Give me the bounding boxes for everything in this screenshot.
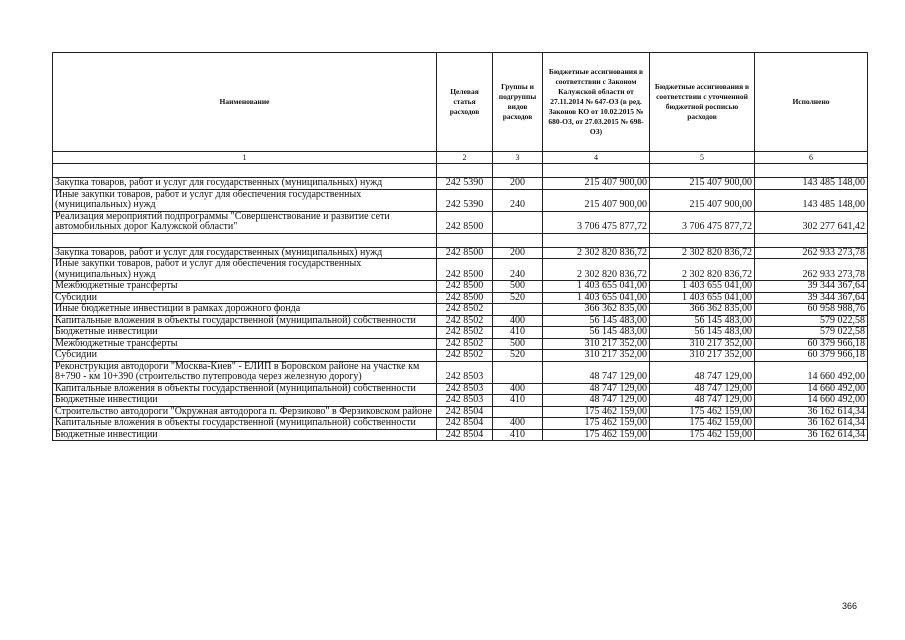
row-executed-amount: 60 379 966,18: [755, 350, 868, 362]
row-group: [493, 211, 543, 233]
row-name: Закупка товаров, работ и услуг для государственных (муниципальных) нужд: [53, 178, 437, 190]
page-number: 366: [842, 601, 858, 611]
row-name: Бюджетные инвестиции: [53, 429, 437, 441]
header-executed: Исполнено: [755, 53, 868, 152]
row-roster-amount: 175 462 159,00: [650, 418, 755, 430]
row-target: 242 8500: [437, 281, 493, 293]
row-roster-amount: 1 403 655 041,00: [650, 281, 755, 293]
row-group: 200: [493, 178, 543, 190]
row-roster-amount: 175 462 159,00: [650, 429, 755, 441]
row-law-amount: 48 747 129,00: [543, 361, 650, 383]
row-target: 242 8500: [437, 259, 493, 281]
row-executed-amount: 39 344 367,64: [755, 292, 868, 304]
row-executed-amount: 302 277 641,42: [755, 211, 868, 233]
row-executed-amount: 39 344 367,64: [755, 281, 868, 293]
row-law-amount: 48 747 129,00: [543, 383, 650, 395]
table-row: [53, 338, 868, 350]
table-row: [53, 383, 868, 395]
row-law-amount: 56 145 483,00: [543, 327, 650, 339]
row-executed-amount: 14 660 492,00: [755, 395, 868, 407]
row-group: 500: [493, 338, 543, 350]
row-law-amount: 1 403 655 041,00: [543, 281, 650, 293]
row-law-amount: 2 302 820 836,72: [543, 259, 650, 281]
header-group: Группы и подгруппы видов расходов: [493, 53, 543, 152]
row-name: Бюджетные инвестиции: [53, 327, 437, 339]
row-roster-amount: 48 747 129,00: [650, 395, 755, 407]
column-number: 4: [543, 152, 650, 164]
row-group: 520: [493, 350, 543, 362]
row-name: Закупка товаров, работ и услуг для государственных (муниципальных) нужд: [53, 247, 437, 259]
table-row: [53, 259, 868, 281]
table-row: [53, 406, 868, 418]
header-law: Бюджетные ассигнования в соответствии с Законом Калужской области от 27.11.2014 № 647-ОЗ (в ред. Законов КО от 10.02.2015 № 680-ОЗ, от 27.03.2015 № 698-ОЗ): [543, 53, 650, 152]
table-row: [53, 327, 868, 339]
table-row: [53, 281, 868, 293]
row-target: 242 8502: [437, 338, 493, 350]
row-name: Бюджетные инвестиции: [53, 395, 437, 407]
spacer-row: [53, 164, 868, 178]
row-target: 242 8502: [437, 350, 493, 362]
row-roster-amount: 215 407 900,00: [650, 189, 755, 211]
row-group: 400: [493, 418, 543, 430]
table-row: [53, 429, 868, 441]
header-roster: Бюджетные ассигнования в соответствии с уточненной бюджетной росписью расходов: [650, 53, 755, 152]
row-name: Капитальные вложения в объекты государственной (муниципальной) собственности: [53, 315, 437, 327]
row-executed-amount: 143 485 148,00: [755, 189, 868, 211]
table-header: [53, 53, 868, 164]
row-group: [493, 406, 543, 418]
row-executed-amount: 262 933 273,78: [755, 247, 868, 259]
table-row: [53, 247, 868, 259]
header-target: Целевая статья расходов: [437, 53, 493, 152]
column-number-row: [53, 152, 868, 164]
row-roster-amount: 56 145 483,00: [650, 327, 755, 339]
row-executed-amount: 579 022,58: [755, 327, 868, 339]
table-row: [53, 189, 868, 211]
budget-table: [52, 52, 868, 441]
row-roster-amount: 175 462 159,00: [650, 406, 755, 418]
row-law-amount: 3 706 475 877,72: [543, 211, 650, 233]
row-law-amount: 56 145 483,00: [543, 315, 650, 327]
table-row: [53, 395, 868, 407]
row-target: 242 8504: [437, 429, 493, 441]
row-roster-amount: 48 747 129,00: [650, 383, 755, 395]
row-law-amount: 2 302 820 836,72: [543, 247, 650, 259]
row-law-amount: 175 462 159,00: [543, 429, 650, 441]
row-executed-amount: 14 660 492,00: [755, 361, 868, 383]
row-name: Субсидии: [53, 292, 437, 304]
table-row: [53, 304, 868, 316]
row-target: 242 8503: [437, 361, 493, 383]
table-body: [53, 164, 868, 441]
row-name: Строительство автодороги "Окружная автодорога п. Ферзиково" в Ферзиковском районе: [53, 406, 437, 418]
row-roster-amount: 310 217 352,00: [650, 338, 755, 350]
row-name: Межбюджетные трансферты: [53, 338, 437, 350]
row-target: 242 8504: [437, 418, 493, 430]
row-roster-amount: 366 362 835,00: [650, 304, 755, 316]
header-row: [53, 53, 868, 152]
row-executed-amount: 60 379 966,18: [755, 338, 868, 350]
row-target: 242 5390: [437, 178, 493, 190]
row-group: 200: [493, 247, 543, 259]
row-target: 242 8503: [437, 395, 493, 407]
row-name: Реализация мероприятий подпрограммы "Совершенствование и развитие сети автомобильных дорог Калужской области": [53, 211, 437, 233]
column-number: 5: [650, 152, 755, 164]
row-executed-amount: 14 660 492,00: [755, 383, 868, 395]
row-target: 242 8503: [437, 383, 493, 395]
header-name: Наименование: [53, 53, 437, 152]
row-target: 242 8502: [437, 327, 493, 339]
row-target: 242 8500: [437, 211, 493, 233]
row-roster-amount: 1 403 655 041,00: [650, 292, 755, 304]
row-target: 242 8500: [437, 292, 493, 304]
row-law-amount: 215 407 900,00: [543, 189, 650, 211]
row-law-amount: 310 217 352,00: [543, 350, 650, 362]
row-name: Иные бюджетные инвестиции в рамках дорожного фонда: [53, 304, 437, 316]
spacer-row: [53, 233, 868, 247]
row-law-amount: 175 462 159,00: [543, 418, 650, 430]
row-roster-amount: 3 706 475 877,72: [650, 211, 755, 233]
row-target: 242 5390: [437, 189, 493, 211]
row-group: 520: [493, 292, 543, 304]
row-executed-amount: 36 162 614,34: [755, 406, 868, 418]
row-law-amount: 48 747 129,00: [543, 395, 650, 407]
row-group: 500: [493, 281, 543, 293]
row-group: 410: [493, 327, 543, 339]
table-row: [53, 361, 868, 383]
row-name: Иные закупки товаров, работ и услуг для обеспечения государственных (муниципальных) нужд: [53, 259, 437, 281]
row-name: Иные закупки товаров, работ и услуг для обеспечения государственных (муниципальных) нужд: [53, 189, 437, 211]
row-group: 400: [493, 383, 543, 395]
row-roster-amount: 310 217 352,00: [650, 350, 755, 362]
row-roster-amount: 48 747 129,00: [650, 361, 755, 383]
row-name: Капитальные вложения в объекты государственной (муниципальной) собственности: [53, 418, 437, 430]
row-roster-amount: 2 302 820 836,72: [650, 259, 755, 281]
row-executed-amount: 262 933 273,78: [755, 259, 868, 281]
row-roster-amount: 56 145 483,00: [650, 315, 755, 327]
row-group: [493, 361, 543, 383]
column-number: 3: [493, 152, 543, 164]
row-group: 400: [493, 315, 543, 327]
row-group: [493, 304, 543, 316]
row-group: 240: [493, 189, 543, 211]
row-target: 242 8504: [437, 406, 493, 418]
row-target: 242 8502: [437, 304, 493, 316]
row-name: Капитальные вложения в объекты государственной (муниципальной) собственности: [53, 383, 437, 395]
row-roster-amount: 215 407 900,00: [650, 178, 755, 190]
table-row: [53, 292, 868, 304]
row-roster-amount: 2 302 820 836,72: [650, 247, 755, 259]
row-executed-amount: 143 485 148,00: [755, 178, 868, 190]
row-group: 240: [493, 259, 543, 281]
row-name: Субсидии: [53, 350, 437, 362]
table-row: [53, 418, 868, 430]
row-target: 242 8502: [437, 315, 493, 327]
table-row: [53, 211, 868, 233]
row-name: Межбюджетные трансферты: [53, 281, 437, 293]
row-executed-amount: 579 022,58: [755, 315, 868, 327]
row-group: 410: [493, 429, 543, 441]
row-group: 410: [493, 395, 543, 407]
row-name: Реконструкция автодороги "Москва-Киев" - ЕЛИП в Боровском районе на участке км 8+790 - км 10+390 (строительство путепровода через железную дорогу): [53, 361, 437, 383]
table-row: [53, 178, 868, 190]
row-law-amount: 215 407 900,00: [543, 178, 650, 190]
table-row: [53, 315, 868, 327]
row-law-amount: 310 217 352,00: [543, 338, 650, 350]
column-number: 2: [437, 152, 493, 164]
column-number: 6: [755, 152, 868, 164]
table-row: [53, 350, 868, 362]
row-executed-amount: 36 162 614,34: [755, 429, 868, 441]
row-target: 242 8500: [437, 247, 493, 259]
row-law-amount: 1 403 655 041,00: [543, 292, 650, 304]
row-law-amount: 366 362 835,00: [543, 304, 650, 316]
column-number: 1: [53, 152, 437, 164]
row-executed-amount: 36 162 614,34: [755, 418, 868, 430]
row-executed-amount: 60 958 988,76: [755, 304, 868, 316]
row-law-amount: 175 462 159,00: [543, 406, 650, 418]
